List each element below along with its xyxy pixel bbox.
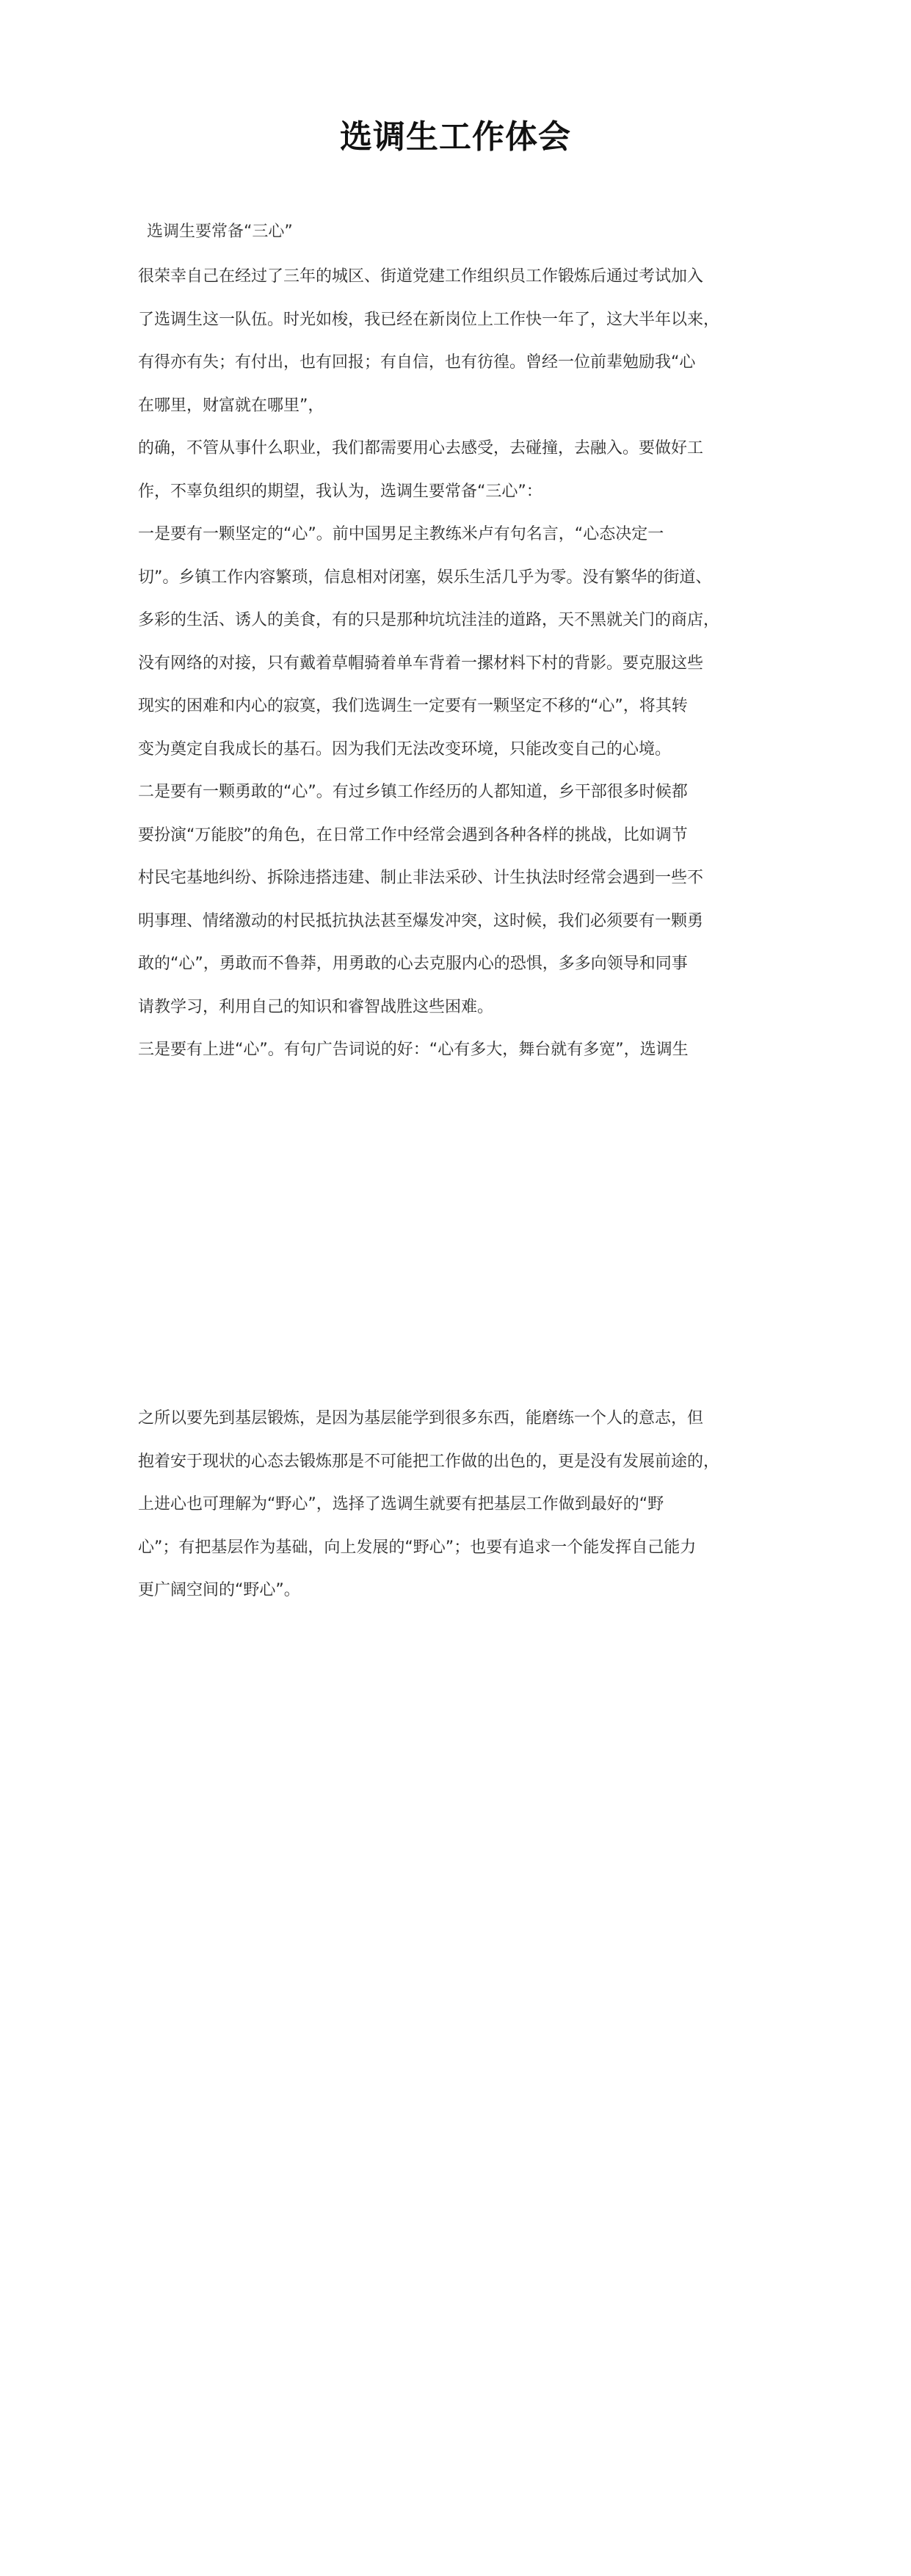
text-line: 了选调生这一队伍。时光如梭，我已经在新岗位上工作快一年了，这大半年以来， bbox=[138, 310, 720, 329]
text-line: 多彩的生活、诱人的美食，有的只是那种坑坑洼洼的道路，天不黑就关门的商店， bbox=[138, 611, 720, 629]
text-line: 的确，不管从事什么职业，我们都需要用心去感受，去碰撞，去融入。要做好工 bbox=[138, 439, 704, 457]
text-line: 有得亦有失；有付出，也有回报；有自信，也有彷徨。曾经一位前辈勉励我“心 bbox=[138, 353, 696, 372]
text-line: 抱着安于现状的心态去锻炼那是不可能把工作做的出色的，更是没有发展前途的， bbox=[138, 1452, 720, 1471]
body-text-block-1 bbox=[138, 256, 784, 1072]
text-line: 村民宅基地纠纷、拆除违搭违建、制止非法采砂、计生执法时经常会遇到一些不 bbox=[138, 869, 704, 887]
text-line: 三是要有上进“心”。有句广告词说的好：“心有多大，舞台就有多宽”，选调生 bbox=[138, 1041, 689, 1059]
text-line: 敢的“心”，勇敢而不鲁莽，用勇敢的心去克服内心的恐惧，多多向领导和同事 bbox=[138, 955, 688, 973]
text-line: 之所以要先到基层锻炼，是因为基层能学到很多东西，能磨练一个人的意志，但 bbox=[138, 1409, 704, 1428]
text-line: 变为奠定自我成长的基石。因为我们无法改变环境，只能改变自己的心境。 bbox=[138, 739, 672, 759]
text-line: 明事理、情绪激动的村民抵抗执法甚至爆发冲突，这时候，我们必须要有一颗勇 bbox=[138, 911, 704, 930]
text-line: 要扮演“万能胶”的角色，在日常工作中经常会遇到各种各样的挑战，比如调节 bbox=[138, 825, 688, 844]
text-line: 心”；有把基层作为基础，向上发展的“野心”；也要有追求一个能发挥自己能力 bbox=[138, 1538, 697, 1557]
text-line: 一是要有一颗坚定的“心”。前中国男足主教练米卢有句名言，“心态决定一 bbox=[138, 525, 664, 543]
text-line: 作，不辜负组织的期望，我认为，选调生要常备“三心”： bbox=[138, 482, 542, 501]
text-line: 很荣幸自己在经过了三年的城区、街道党建工作组织员工作锻炼后通过考试加入 bbox=[138, 267, 704, 286]
document-subtitle: 选调生要常备“三心” bbox=[147, 222, 293, 241]
body-text-block-2 bbox=[138, 1397, 784, 1613]
text-line: 没有网络的对接，只有戴着草帽骑着单车背着一摞材料下村的背影。要克服这些 bbox=[138, 654, 704, 673]
text-line: 现实的困难和内心的寂寞，我们选调生一定要有一颗坚定不移的“心”，将其转 bbox=[138, 697, 688, 715]
text-line: 在哪里，财富就在哪里”， bbox=[138, 396, 324, 415]
text-line: 请教学习，利用自己的知识和睿智战胜这些困难。 bbox=[138, 997, 494, 1016]
document-title: 选调生工作体会 bbox=[340, 118, 571, 156]
text-line: 切”。乡镇工作内容繁琐，信息相对闭塞，娱乐生活几乎为零。没有繁华的街道、 bbox=[138, 568, 712, 587]
text-line: 上进心也可理解为“野心”，选择了选调生就要有把基层工作做到最好的“野 bbox=[138, 1495, 664, 1513]
text-line: 二是要有一颗勇敢的“心”。有过乡镇工作经历的人都知道，乡干部很多时候都 bbox=[138, 783, 688, 801]
text-line: 更广阔空间的“野心”。 bbox=[138, 1581, 300, 1599]
